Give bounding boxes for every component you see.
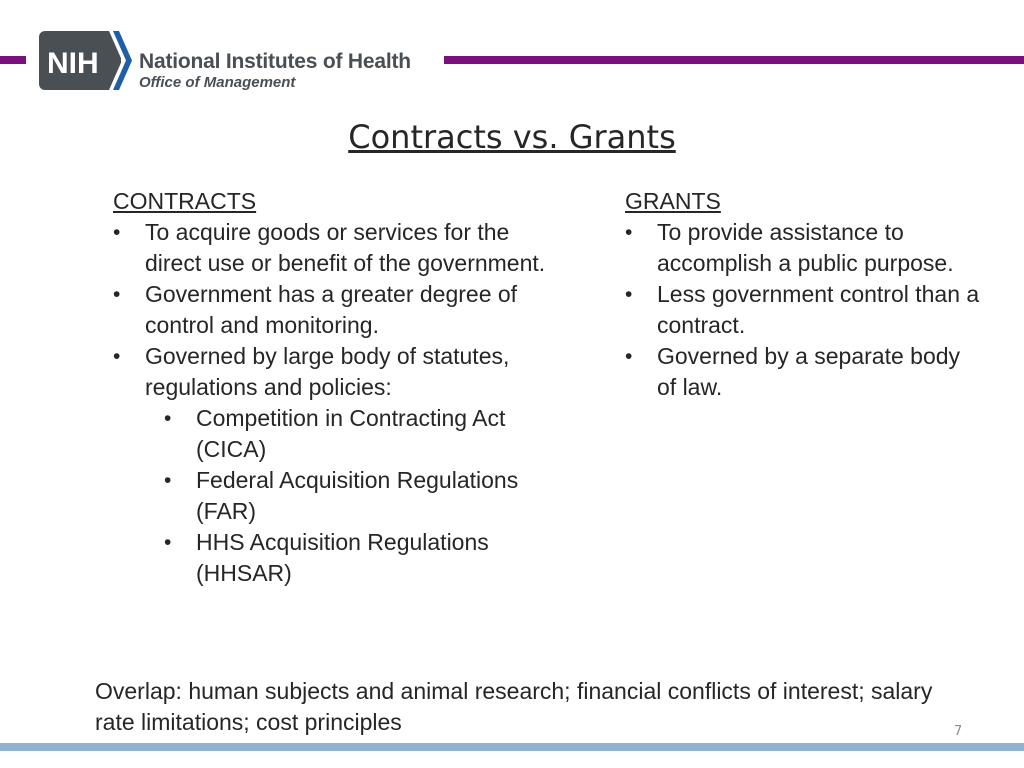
grants-column <box>625 186 985 403</box>
header-accent-bar-right <box>444 56 1024 64</box>
contracts-heading: CONTRACTS <box>113 188 257 214</box>
contracts-bullet: • Government has a greater degree of control and monitoring. <box>113 279 553 341</box>
header-accent-bar-left <box>0 56 26 64</box>
contracts-column <box>113 186 553 589</box>
contracts-sub-bullet: • Federal Acquisition Regulations (FAR) <box>164 465 553 527</box>
contracts-bullet: • To acquire goods or services for the direct use or benefit of the government. <box>113 217 553 279</box>
overlap-note: Overlap: human subjects and animal research; financial conflicts of interest; salary rate limitations; cost principles <box>95 678 933 735</box>
contracts-bullet-text: Governed by large body of statutes, regulations and policies: <box>145 343 510 400</box>
grants-heading: GRANTS <box>625 188 721 214</box>
contracts-sub-bullet-list <box>164 403 553 589</box>
nih-logo <box>39 31 134 90</box>
contracts-bullet-governed <box>113 341 553 589</box>
grants-bullet-list <box>625 217 985 403</box>
contracts-sub-bullet: • Competition in Contracting Act (CICA) <box>164 403 553 465</box>
org-subtitle: Office of Management <box>139 74 296 91</box>
footer-accent-bar <box>0 743 1024 751</box>
page-number: 7 <box>954 724 963 739</box>
org-name: National Institutes of Health <box>139 50 411 73</box>
grants-bullet: • To provide assistance to accomplish a public purpose. <box>625 217 985 279</box>
grants-bullet: • Less government control than a contract. <box>625 279 985 341</box>
contracts-sub-bullet: • HHS Acquisition Regulations (HHSAR) <box>164 527 553 589</box>
grants-bullet: • Governed by a separate body of law. <box>625 341 985 403</box>
slide-title: Contracts vs. Grants <box>348 118 676 156</box>
logo-text: NIH <box>47 47 99 80</box>
contracts-bullet-list <box>113 217 553 589</box>
